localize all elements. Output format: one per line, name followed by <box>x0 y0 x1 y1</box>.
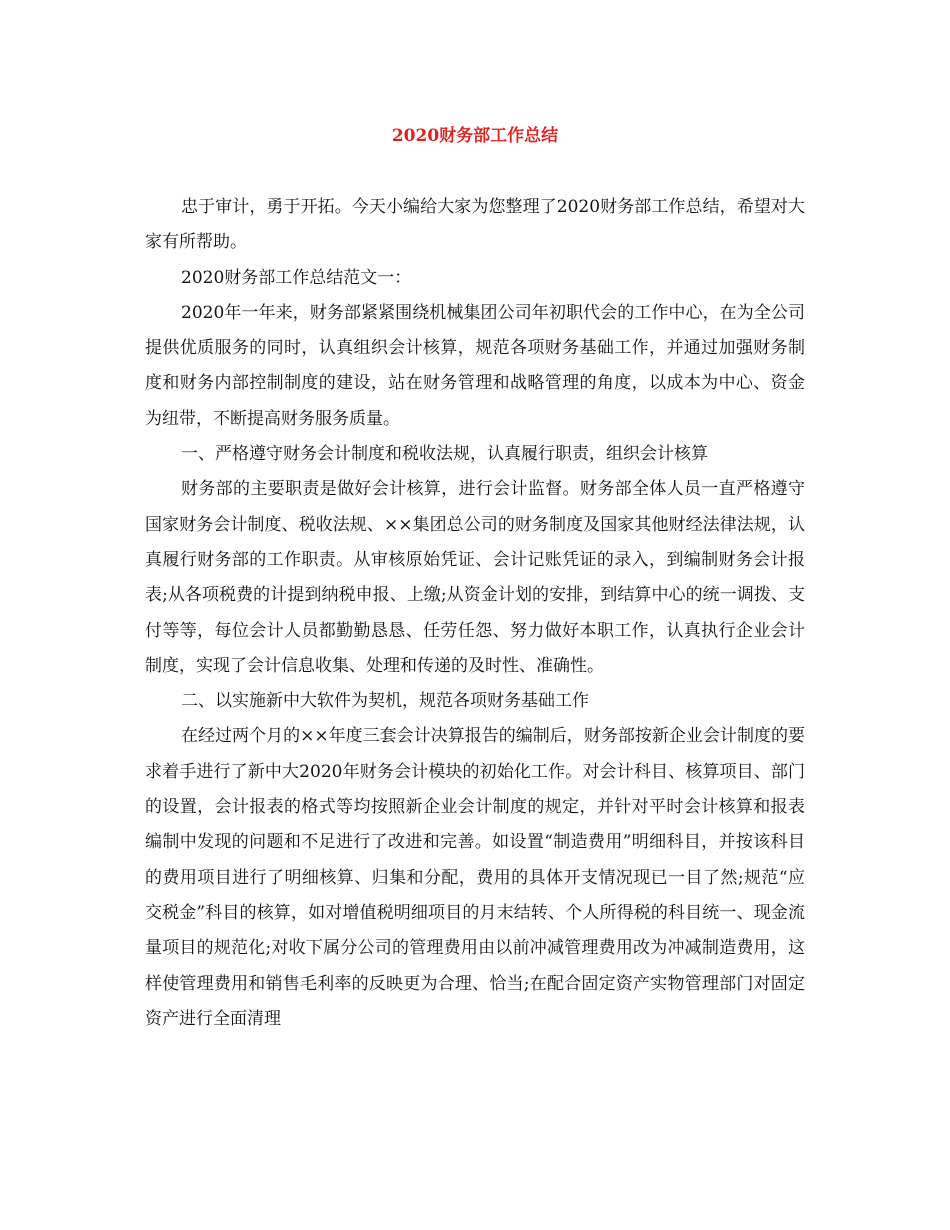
paragraph-sample-heading: 2020财务部工作总结范文一： <box>181 267 412 288</box>
paragraph-section-1: 财务部的主要职责是做好会计核算，进行会计监督。财务部全体人员一直严格遵守国家财务会计制度、税收法规、××集团总公司的财务制度及国家其他财经法律法规，认真履行财务部的工作职责。从审核原始凭证、会计记账凭证的录入，到编制财务会计报表;从各项税费的计提到纳税申报、上缴;从资金计划的安排，到结算中心的统一调拨、支付等等，每位会计人员都勤勤恳恳、任劳任怨、努力做好本职工作，认真执行企业会计制度，实现了会计信息收集、处理和传递的及时性、准确性。 <box>145 479 805 676</box>
document-title: 2020财务部工作总结 <box>391 126 559 146</box>
paragraph-overview: 2020年一年来，财务部紧紧围绕机械集团公司年初职代会的工作中心，在为全公司提供优质服务的同时，认真组织会计核算，规范各项财务基础工作，并通过加强财务制度和财务内部控制制度的建设，站在财务管理和战略管理的角度，以成本为中心、资金为纽带，不断提高财务服务质量。 <box>145 302 805 429</box>
paragraph-section-2: 在经过两个月的××年度三套会计决算报告的编制后，财务部按新企业会计制度的要求着手进行了新中大2020年财务会计模块的初始化工作。对会计科目、核算项目、部门的设置，会计报表的格式等均按照新企业会计制度的规定，并针对平时会计核算和报表编制中发现的问题和不足进行了改进和完善。如设置“制造费用”明细科目，并按该科目的费用项目进行了明细核算、归集和分配，费用的具体开支情况现已一目了然;规范“应交税金”科目的核算，如对增值税明细项目的月末结转、个人所得税的科目统一、现金流量项目的规范化;对收下属分公司的管理费用由以前冲减管理费用改为冲减制造费用，这样使管理费用和销售毛利率的反映更为合理、恰当;在配合固定资产实物管理部门对固定资产进行全面清理 <box>145 726 805 1029</box>
paragraph-intro: 忠于审计，勇于开拓。今天小编给大家为您整理了2020财务部工作总结，希望对大家有所帮助。 <box>145 197 805 253</box>
document-body <box>145 190 805 1037</box>
section-heading-2: 二、以实施新中大软件为契机，规范各项财务基础工作 <box>181 691 589 712</box>
section-heading-1: 一、严格遵守财务会计制度和税收法规，认真履行职责，组织会计核算 <box>181 444 708 465</box>
